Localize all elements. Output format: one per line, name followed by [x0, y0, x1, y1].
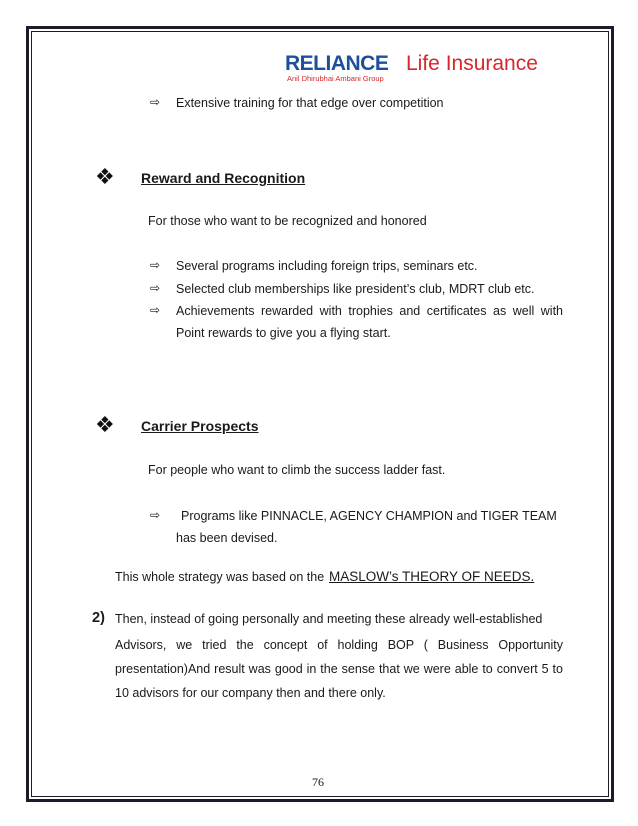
page-number: 76 — [312, 775, 324, 789]
carrier-bullet-cont: has been devised. — [176, 531, 278, 545]
point2-line-1: Then, instead of going personally and meeting these already well-established — [115, 612, 543, 626]
logo-subtitle: Anil Dhirubhai Ambani Group — [287, 74, 384, 83]
arrow-icon: ⇨ — [150, 303, 161, 317]
point2-line-2: Advisors, we tried the concept of holding BOP ( Business Opportunity — [115, 638, 563, 652]
maslow-highlight: MASLOW’s THEORY OF NEEDS. — [329, 569, 535, 584]
carrier-intro: For people who want to climb the success ladder fast. — [148, 463, 446, 477]
logo-product: Life Insurance — [406, 52, 538, 75]
reward-bullet-1: Several programs including foreign trips, seminars etc. — [176, 259, 478, 273]
reward-bullet-2: Selected club memberships like president’s club, MDRT club etc. — [176, 282, 535, 296]
reward-bullet-3: Achievements rewarded with trophies and certificates as well with — [176, 304, 563, 318]
reward-bullet-3-cont: Point rewards to give you a flying start. — [176, 326, 391, 340]
diamond-bullet-icon: ❖ — [95, 412, 115, 437]
strategy-text: This whole strategy was based on the — [115, 570, 325, 584]
arrow-icon: ⇨ — [150, 258, 161, 272]
diamond-bullet-icon: ❖ — [95, 164, 115, 189]
arrow-icon: ⇨ — [150, 508, 161, 522]
reliance-logo — [285, 52, 550, 82]
training-bullet: Extensive training for that edge over competition — [176, 96, 444, 110]
reward-heading: Reward and Recognition — [141, 170, 306, 186]
arrow-icon: ⇨ — [150, 95, 161, 109]
logo-brand: RELIANCE — [285, 52, 389, 75]
reward-intro: For those who want to be recognized and honored — [148, 214, 427, 228]
point-number: 2) — [92, 610, 105, 626]
carrier-heading: Carrier Prospects — [141, 418, 259, 434]
point2-line-4: 10 advisors for our company then and there only. — [115, 686, 386, 700]
page-border-inner — [31, 31, 609, 797]
carrier-bullet: Programs like PINNACLE, AGENCY CHAMPION and TIGER TEAM — [181, 509, 557, 523]
point2-line-3: presentation)And result was good in the sense that we were able to convert 5 to — [115, 662, 563, 676]
arrow-icon: ⇨ — [150, 281, 161, 295]
